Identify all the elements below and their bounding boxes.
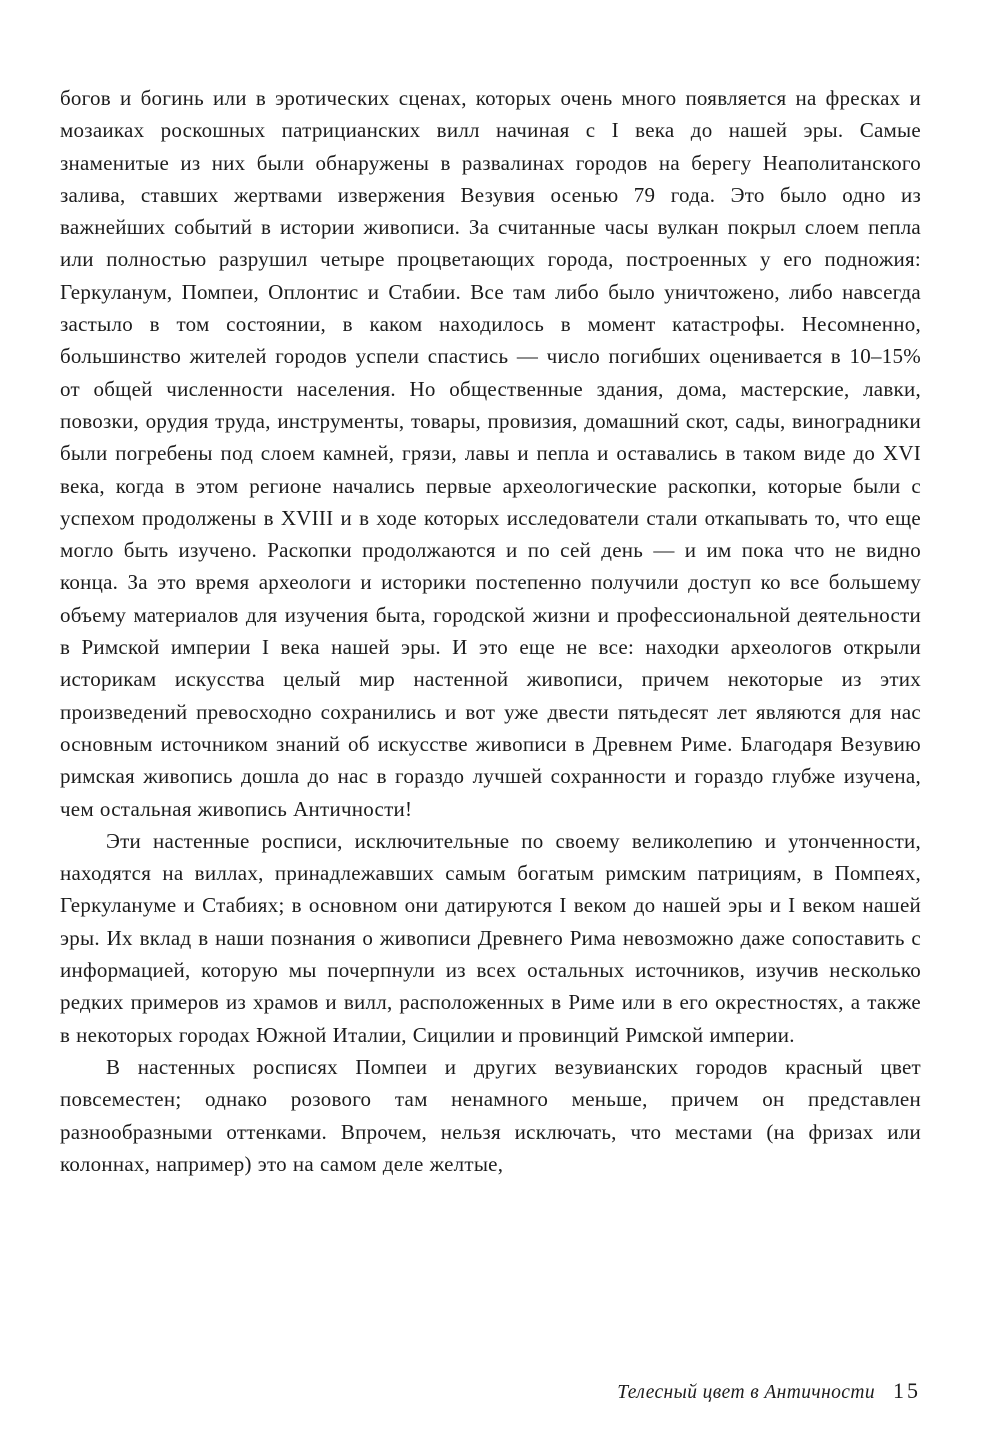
paragraph: богов и богинь или в эротических сценах, которых очень много появляется на фресках и мозаиках роскошных патрицианских вилл начиная с I века до нашей эры. Самые знаменитые из них были обнаружены в развалинах городов на берегу Неаполитанского залива, ставших жертвами извержения Везувия осенью 79 года. Это было одно из важнейших событий в истории живописи. За считанные часы вулкан покрыл слоем пепла или полностью разрушил четыре процветающих города, построенных у его подножия: Геркуланум, Помпеи, Оплонтис и Стабии. Все там либо было уничтожено, либо навсегда застыло в том состоянии, в каком находилось в момент катастрофы. Несомненно, большинство жителей городов успели спастись — число погибших оценивается в 10–15% от общей численности населения. Но общественные здания, дома, мастерские, лавки, повозки, орудия труда, инструменты, товары, провизия, домашний скот, сады, виноградники были погребены под слоем камней, грязи, лавы и пепла и оставались в таком виде до XVI века, когда в этом регионе начались первые археологические раскопки, которые были с успехом продолжены в XVIII и в ходе которых исследователи стали откапывать то, что еще могло быть изучено. Раскопки продолжаются и по сей день — и им пока что не видно конца. За это время археологи и историки постепенно получили доступ ко все большему объему материалов для изучения быта, городской жизни и профессиональной деятельности в Римской империи I века нашей эры. И это еще не все: находки археологов открыли историкам искусства целый мир настенной живописи, причем некоторые из этих произведений превосходно сохранились и вот уже двести пятьдесят лет являются для нас основным источником знаний об искусстве живописи в Древнем Риме. Благодаря Везувию римская живопись дошла до нас в гораздо лучшей сохранности и гораздо глубже изучена, чем остальная живопись Античности! (60, 86, 921, 821)
paragraph: В настенных росписях Помпеи и других везувианских городов красный цвет повсеместен; однако розового там ненамного меньше, причем он представлен разнообразными оттенками. Впрочем, нельзя исключать, что местами (на фризах или колоннах, например) это на самом деле желтые, (60, 1054, 921, 1176)
running-title: Телесный цвет в Античности (617, 1382, 875, 1403)
page-number: 15 (893, 1378, 921, 1403)
page-footer (60, 1378, 921, 1404)
paragraph: Эти настенные росписи, исключительные по своему великолепию и утонченности, находятся на виллах, принадлежавших самым богатым римским патрициям, в Помпеях, Геркулануме и Стабиях; в основном они датируются I веком до нашей эры и I веком нашей эры. Их вклад в наши познания о живописи Древнего Рима невозможно даже сопоставить с информацией, которую мы почерпнули из всех остальных источников, изучив несколько редких примеров из храмов и вилл, расположенных в Риме или в его окрестностях, а также в некоторых городах Южной Италии, Сицилии и провинций Римской империи. (60, 828, 921, 1047)
body-text (60, 82, 921, 1180)
